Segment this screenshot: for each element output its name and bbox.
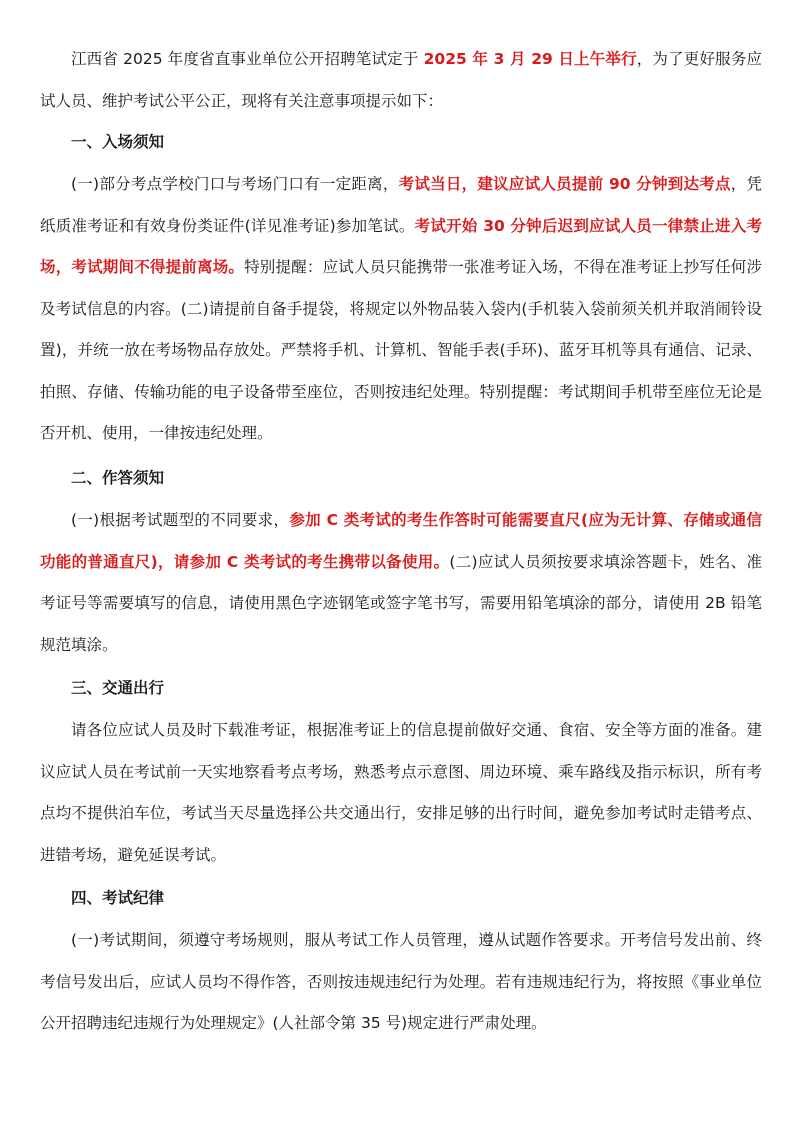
section-1-text-3: 特别提醒：应试人员只能携带一张准考证入场，不得在准考证上抄写任何涉及考试信息的内容。(二)请提前自备手提袋，将规定以外物品装入袋内(手机装入袋前须关机并取消闹铃设置)，并统一放在考场物品存放处。严禁将手机、计算机、智能手表(手环)、蓝牙耳机等具有通信、记录、拍照、存储、传输功能的电子设备带至座位，否则按违纪处理。特别提醒：考试期间手机带至座位无论是否开机、使用，一律按违纪处理。 <box>40 258 762 442</box>
section-1-heading: 一、入场须知 <box>71 133 165 151</box>
section-1-text-2: ，凭纸质准考证和有效身份类证件(详见准考证)参加笔试。 <box>40 175 762 235</box>
ruler-highlight: 参加 C 类考试的考生作答时可能需要直尺(应为无计算、存储或通信功能的普通直尺)，请参加 C 类考试的考生携带以备使用。 <box>40 511 762 571</box>
section-1-paragraph <box>40 164 762 455</box>
section-4-paragraph: (一)考试期间，须遵守考场规则，服从考试工作人员管理，遵从试题作答要求。开考信号发出前、终考信号发出后，应试人员均不得作答，否则按违规违纪行为处理。若有违规违纪行为，将按照《事业单位公开招聘违纪违规行为处理规定》(人社部令第 35 号)规定进行严肃处理。 <box>40 931 762 1032</box>
intro-paragraph <box>40 39 762 122</box>
arrival-time-highlight: 考试当日，建议应试人员提前 90 分钟到达考点 <box>398 175 731 193</box>
intro-text-1: 江西省 2025 年度省直事业单位公开招聘笔试定于 <box>71 50 424 68</box>
intro-text-2: ，为了更好服务应试人员、维护考试公平公正，现将有关注意事项提示如下： <box>40 50 762 110</box>
section-1-text-1: (一)部分考点学校门口与考场门口有一定距离， <box>71 175 399 193</box>
exam-date-highlight: 2025 年 3 月 29 日上午举行 <box>423 50 637 68</box>
section-2-heading: 二、作答须知 <box>71 469 165 487</box>
section-3-heading: 三、交通出行 <box>71 679 165 697</box>
section-2-text-2: (二)应试人员须按要求填涂答题卡，姓名、准考证号等需要填写的信息，请使用黑色字迹钢笔或签字笔书写，需要用铅笔填涂的部分，请使用 2B 铅笔规范填涂。 <box>40 552 762 654</box>
section-3-paragraph: 请各位应试人员及时下载准考证，根据准考证上的信息提前做好交通、食宿、安全等方面的准备。建议应试人员在考试前一天实地察看考点考场，熟悉考点示意图、周边环境、乘车路线及指示标识，所有考点均不提供泊车位，考试当天尽量选择公共交通出行，安排足够的出行时间，避免参加考试时走错考点、进错考场，避免延误考试。 <box>40 721 762 864</box>
section-2-paragraph <box>40 500 762 666</box>
late-entry-highlight: 考试开始 30 分钟后迟到应试人员一律禁止进入考场，考试期间不得提前离场。 <box>40 216 762 276</box>
section-2-text-1: (一)根据考试题型的不同要求， <box>71 511 290 529</box>
section-4-heading: 四、考试纪律 <box>71 889 165 907</box>
